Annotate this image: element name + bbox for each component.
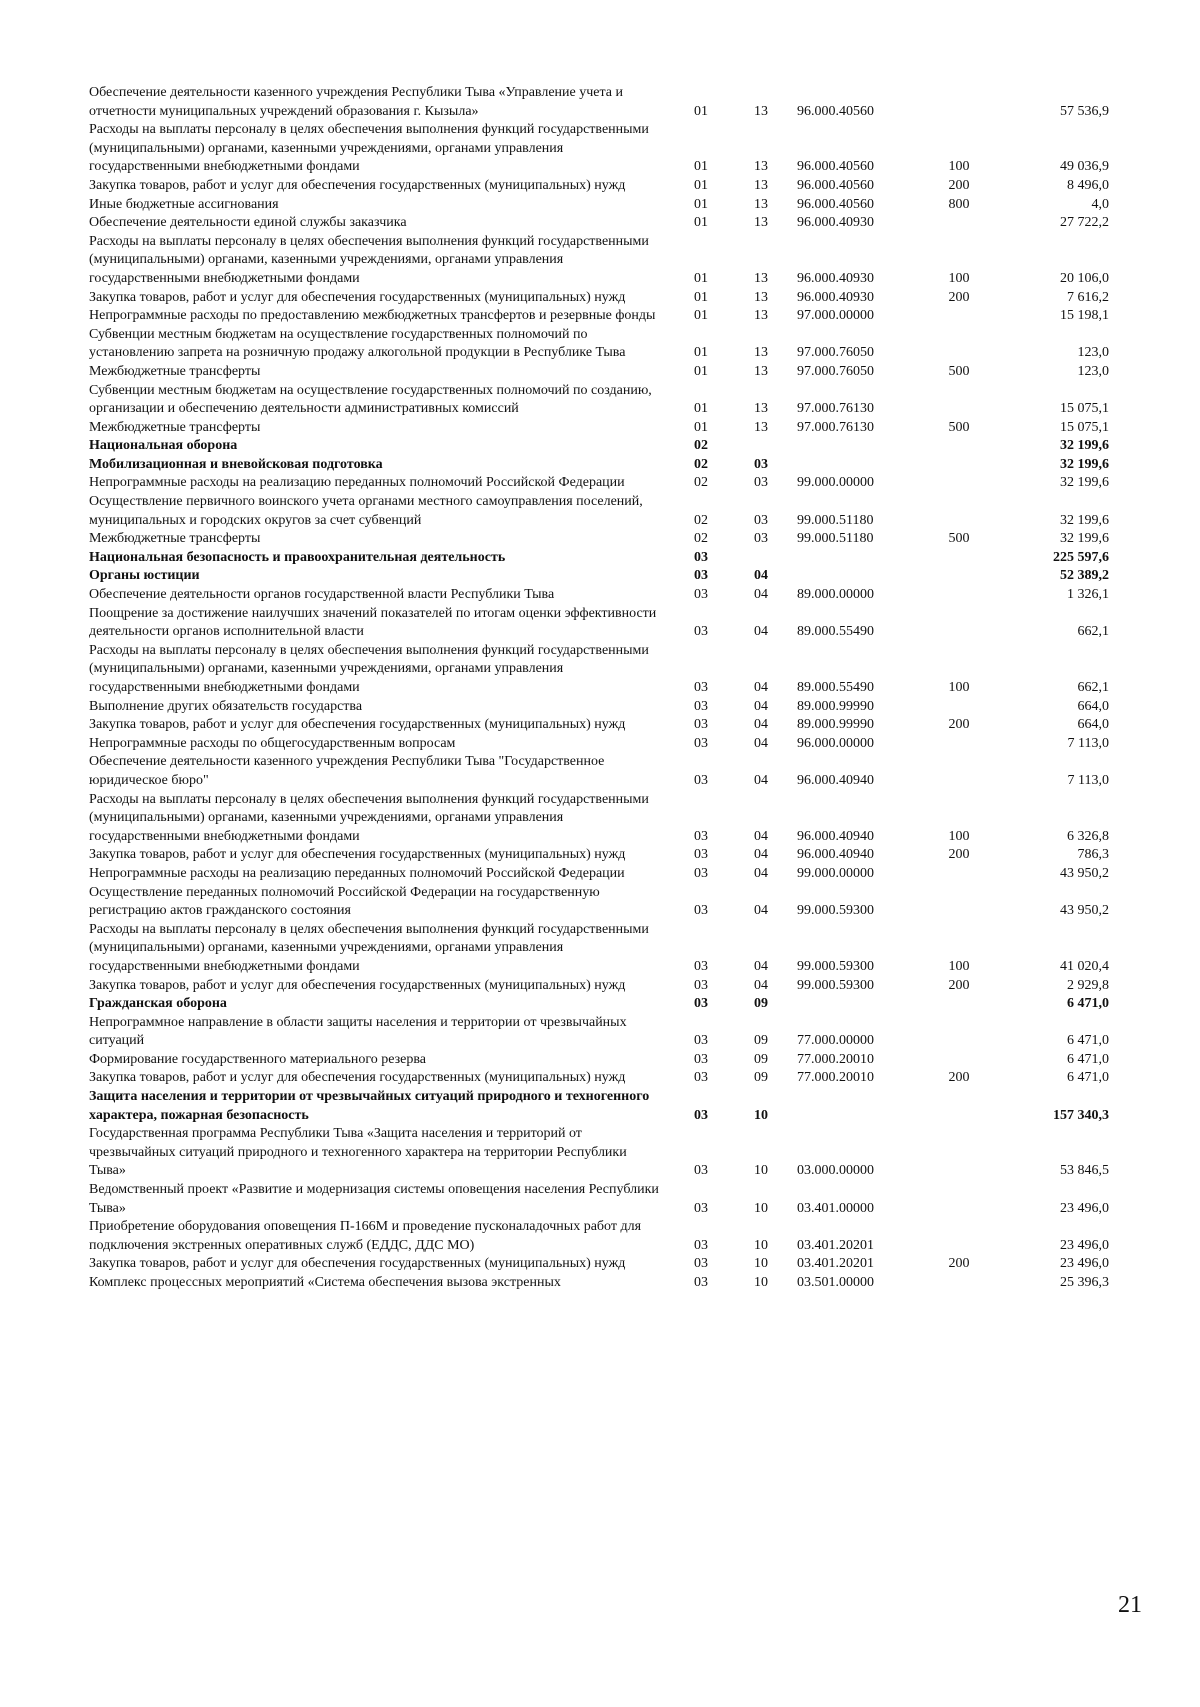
row-subsection-code-cell: 04 [754,828,768,844]
row-target-article-cell: 97.000.76130 [797,419,874,435]
table-row [89,196,1109,215]
row-expense-type-cell [929,1088,989,1125]
table-row [89,530,1109,549]
table-row [89,698,1109,717]
row-subsection-code-cell: 04 [754,903,768,919]
row-expense-type-cell: 200 [948,717,970,733]
row-name-cell: Обеспечение деятельности единой службы заказчика [89,215,407,231]
row-expense-type-cell [929,1181,989,1218]
row-name-cell: Расходы на выплаты персоналу в целях обеспечения выполнения функций государственными (муниципальными) органами, казенными учреждениями, органами управления государственными внебюджетными фондами [89,791,649,844]
row-expense-type-cell: 800 [948,196,970,212]
row-expense-type-cell [929,698,989,717]
row-subsection-code-cell: 10 [754,1200,768,1216]
row-target-article-cell [791,456,929,475]
table-row [89,84,1109,121]
table-row [89,586,1109,605]
row-amount-cell: 32 199,6 [1060,531,1109,547]
row-subsection-code-cell: 13 [754,419,768,435]
row-section-code-cell: 01 [694,363,708,379]
row-amount-cell: 123,0 [1077,363,1109,379]
row-name-cell: Закупка товаров, работ и услуг для обеспечения государственных (муниципальных) нужд [89,289,626,305]
row-name-cell: Национальная безопасность и правоохранительная деятельность [89,549,506,565]
row-subsection-code-cell: 04 [754,568,768,584]
table-row [89,977,1109,996]
row-amount-cell: 1 326,1 [1067,587,1109,603]
row-expense-type-cell: 100 [948,680,970,695]
table-row [89,1088,1109,1125]
row-expense-type-cell [929,995,989,1014]
table-row [89,177,1109,196]
row-amount-cell: 53 846,5 [1060,1163,1109,1179]
table-row [89,456,1109,475]
row-section-code-cell: 03 [694,772,708,788]
row-amount-cell: 664,0 [1077,698,1109,714]
row-section-code-cell: 01 [694,289,708,305]
row-expense-type-cell [929,1051,989,1070]
row-section-code-cell: 03 [694,996,708,1012]
row-target-article-cell: 97.000.00000 [797,308,874,324]
row-name-cell: Расходы на выплаты персоналу в целях обеспечения выполнения функций государственными (муниципальными) органами, казенными учреждениями, органами управления государственными внебюджетными фондами [89,921,649,974]
row-expense-type-cell [929,1125,989,1181]
row-section-code-cell: 01 [694,196,708,212]
table-row [89,493,1109,530]
row-section-code-cell: 01 [694,419,708,435]
table-row [89,605,1109,642]
row-name-cell: Закупка товаров, работ и услуг для обеспечения государственных (муниципальных) нужд [89,847,626,863]
row-expense-type-cell [929,214,989,233]
row-name-cell: Мобилизационная и вневойсковая подготовка [89,456,383,472]
row-amount-cell: 6 471,0 [1067,996,1109,1012]
row-target-article-cell: 96.000.40560 [797,196,874,212]
row-section-code-cell: 03 [694,624,708,640]
row-subsection-code-cell: 13 [754,308,768,324]
row-amount-cell: 32 199,6 [1060,475,1109,491]
row-target-article-cell [791,995,929,1014]
row-subsection-code-cell: 04 [754,698,768,714]
row-amount-cell: 32 199,6 [1060,512,1109,528]
row-name-cell: Государственная программа Республики Тыва «Защита населения и территорий от чрезвычайных ситуаций природного и техногенного характера на территории Республики Тыва» [89,1126,627,1179]
row-amount-cell: 15 075,1 [1060,419,1109,435]
table-row [89,307,1109,326]
row-name-cell: Поощрение за достижение наилучших значений показателей по итогам оценки эффективности деятельности органов исполнительной власти [89,605,657,640]
row-target-article-cell: 96.000.40930 [797,215,874,231]
row-subsection-code-cell: 04 [754,717,768,733]
row-subsection-code-cell: 04 [754,977,768,993]
row-section-code-cell: 03 [694,903,708,919]
row-name-cell: Непрограммные расходы на реализацию переданных полномочий Российской Федерации [89,865,625,881]
row-section-code-cell: 01 [694,103,708,119]
table-row [89,233,1109,289]
row-target-article-cell: 97.000.76050 [797,345,874,361]
row-amount-cell: 225 597,6 [1053,549,1109,565]
table-row [89,1255,1109,1274]
table-row [89,1218,1109,1255]
row-subsection-code-cell: 13 [754,159,768,175]
row-subsection-code-cell: 09 [754,1051,768,1067]
row-target-article-cell [791,567,929,586]
row-subsection-code-cell: 03 [754,531,768,547]
row-expense-type-cell [929,382,989,419]
row-section-code-cell: 03 [694,587,708,603]
row-subsection-code-cell [731,549,791,568]
row-amount-cell: 57 536,9 [1060,103,1109,119]
row-target-article-cell: 96.000.40940 [797,772,874,788]
row-target-article-cell: 99.000.00000 [797,475,874,491]
row-expense-type-cell [929,586,989,605]
row-subsection-code-cell: 10 [754,1275,768,1290]
row-expense-type-cell: 200 [948,977,970,993]
row-name-cell: Межбюджетные трансферты [89,531,261,547]
row-target-article-cell: 96.000.40940 [797,847,874,863]
row-amount-cell: 6 471,0 [1067,1051,1109,1067]
row-name-cell: Закупка товаров, работ и услуг для обеспечения государственных (муниципальных) нужд [89,177,626,193]
row-expense-type-cell: 500 [948,531,970,547]
row-expense-type-cell: 500 [948,419,970,435]
row-expense-type-cell: 200 [948,177,970,193]
row-target-article-cell: 97.000.76130 [797,401,874,417]
row-expense-type-cell [929,307,989,326]
row-target-article-cell: 96.000.00000 [797,735,874,751]
row-expense-type-cell [929,865,989,884]
row-section-code-cell: 03 [694,958,708,974]
row-section-code-cell: 03 [694,717,708,733]
row-section-code-cell: 01 [694,177,708,193]
row-subsection-code-cell: 13 [754,401,768,417]
row-target-article-cell: 89.000.99990 [797,698,874,714]
row-amount-cell: 52 389,2 [1060,568,1109,584]
row-amount-cell: 786,3 [1077,847,1109,863]
table-row [89,289,1109,308]
row-target-article-cell [791,437,929,456]
row-subsection-code-cell: 10 [754,1237,768,1253]
row-section-code-cell: 03 [694,1275,708,1290]
table-row [89,865,1109,884]
row-amount-cell: 23 496,0 [1060,1200,1109,1216]
row-amount-cell: 123,0 [1077,345,1109,361]
table-row [89,437,1109,456]
row-subsection-code-cell: 10 [754,1107,768,1123]
budget-table [89,84,1109,1293]
row-expense-type-cell [929,753,989,790]
row-amount-cell: 32 199,6 [1060,456,1109,472]
row-name-cell: Обеспечение деятельности казенного учреждения Республики Тыва "Государственное юридическое бюро" [89,754,605,788]
row-amount-cell: 20 106,0 [1060,270,1109,286]
row-amount-cell: 4,0 [1091,196,1109,212]
row-name-cell: Выполнение других обязательств государства [89,698,363,714]
row-subsection-code-cell: 03 [754,475,768,491]
row-expense-type-cell: 200 [948,289,970,305]
row-amount-cell: 15 075,1 [1060,401,1109,417]
row-amount-cell: 41 020,4 [1060,958,1109,974]
row-amount-cell: 23 496,0 [1060,1256,1109,1272]
row-section-code-cell: 03 [694,1107,708,1123]
row-name-cell: Непрограммные расходы по общегосударственным вопросам [89,735,456,751]
row-name-cell: Осуществление первичного воинского учета органами местного самоуправления поселений, муниципальных и городских округов за счет субвенций [89,494,643,528]
row-section-code-cell: 02 [694,531,708,547]
table-row [89,1014,1109,1051]
row-name-cell: Закупка товаров, работ и услуг для обеспечения государственных (муниципальных) нужд [89,717,626,733]
row-amount-cell: 6 471,0 [1067,1070,1109,1086]
row-expense-type-cell [929,1274,989,1293]
row-name-cell: Осуществление переданных полномочий Российской Федерации на государственную регистрацию актов гражданского состояния [89,884,600,919]
row-section-code-cell: 03 [694,847,708,863]
row-subsection-code-cell: 04 [754,865,768,881]
row-section-code-cell: 03 [694,549,708,565]
row-name-cell: Обеспечение деятельности органов государственной власти Республики Тыва [89,587,555,603]
row-amount-cell: 6 471,0 [1067,1033,1109,1049]
row-subsection-code-cell: 03 [754,456,768,472]
row-subsection-code-cell [731,437,791,456]
row-amount-cell: 32 199,6 [1060,438,1109,454]
row-expense-type-cell [929,84,989,121]
row-subsection-code-cell: 09 [754,1033,768,1049]
row-target-article-cell: 96.000.40930 [797,270,874,286]
table-row [89,326,1109,363]
row-section-code-cell: 01 [694,401,708,417]
row-section-code-cell: 03 [694,735,708,751]
row-section-code-cell: 03 [694,1256,708,1272]
table-row [89,474,1109,493]
row-target-article-cell: 99.000.51180 [797,531,874,547]
row-section-code-cell: 03 [694,1200,708,1216]
row-section-code-cell: 02 [694,456,708,472]
row-target-article-cell: 77.000.20010 [797,1070,874,1086]
table-row [89,921,1109,977]
row-section-code-cell: 01 [694,308,708,324]
table-row [89,382,1109,419]
row-subsection-code-cell: 13 [754,103,768,119]
row-expense-type-cell: 100 [948,958,970,974]
row-amount-cell: 7 616,2 [1067,289,1109,305]
row-amount-cell: 662,1 [1077,680,1109,695]
row-section-code-cell: 03 [694,865,708,881]
table-row [89,884,1109,921]
row-target-article-cell: 89.000.00000 [797,587,874,603]
row-name-cell: Органы юстиции [89,568,200,584]
row-name-cell: Приобретение оборудования оповещения П-166М и проведение пусконаладочных работ для подключения экстренных оперативных служб (ЕДДС, ДДС МО) [89,1219,642,1253]
row-target-article-cell: 96.000.40930 [797,289,874,305]
row-expense-type-cell [929,735,989,754]
table-row [89,567,1109,586]
row-section-code-cell: 01 [694,345,708,361]
table-row [89,363,1109,382]
row-target-article-cell: 96.000.40560 [797,159,874,175]
row-section-code-cell: 01 [694,215,708,231]
row-amount-cell: 662,1 [1077,624,1109,640]
row-expense-type-cell [929,456,989,475]
row-target-article-cell: 99.000.59300 [797,958,874,974]
row-expense-type-cell: 100 [948,828,970,844]
row-section-code-cell: 03 [694,977,708,993]
table-row [89,753,1109,790]
row-amount-cell: 6 326,8 [1067,828,1109,844]
row-target-article-cell: 89.000.55490 [797,624,874,640]
row-name-cell: Национальная оборона [89,438,238,454]
row-name-cell: Межбюджетные трансферты [89,363,261,379]
row-section-code-cell: 03 [694,1033,708,1049]
row-target-article-cell: 03.000.00000 [797,1163,874,1179]
row-expense-type-cell [929,1014,989,1051]
table-row [89,1274,1109,1293]
row-target-article-cell: 77.000.00000 [797,1033,874,1049]
row-expense-type-cell [929,474,989,493]
row-section-code-cell: 03 [694,1237,708,1253]
table-row [89,716,1109,735]
row-expense-type-cell [929,326,989,363]
row-subsection-code-cell: 04 [754,735,768,751]
table-row [89,791,1109,847]
row-section-code-cell: 03 [694,1070,708,1086]
row-target-article-cell: 03.401.20201 [797,1256,874,1272]
row-amount-cell: 7 113,0 [1067,772,1109,788]
row-section-code-cell: 02 [694,512,708,528]
row-amount-cell: 43 950,2 [1060,903,1109,919]
row-name-cell: Расходы на выплаты персоналу в целях обеспечения выполнения функций государственными (муниципальными) органами, казенными учреждениями, органами управления государственными внебюджетными фондами [89,233,649,286]
row-name-cell: Иные бюджетные ассигнования [89,196,279,212]
table-row [89,549,1109,568]
row-section-code-cell: 01 [694,270,708,286]
row-subsection-code-cell: 04 [754,847,768,863]
row-expense-type-cell: 200 [948,1070,970,1086]
row-expense-type-cell [929,437,989,456]
row-name-cell: Комплекс процессных мероприятий «Система обеспечения вызова экстренных [89,1275,561,1290]
budget-table-body [89,84,1109,1293]
row-amount-cell: 49 036,9 [1060,159,1109,175]
row-section-code-cell: 03 [694,1051,708,1067]
row-name-cell: Субвенции местным бюджетам на осуществление государственных полномочий по установлению запрета на розничную продажу алкогольной продукции в Республике Тыва [89,326,626,361]
row-section-code-cell: 02 [694,475,708,491]
row-target-article-cell: 99.000.51180 [797,512,874,528]
row-target-article-cell: 77.000.20010 [797,1051,874,1067]
row-subsection-code-cell: 09 [754,996,768,1012]
row-amount-cell: 664,0 [1077,717,1109,733]
row-expense-type-cell: 100 [948,270,970,286]
row-section-code-cell: 03 [694,828,708,844]
row-expense-type-cell: 100 [948,159,970,175]
row-expense-type-cell [929,884,989,921]
row-target-article-cell: 03.401.20201 [797,1237,874,1253]
row-section-code-cell: 03 [694,698,708,714]
row-expense-type-cell [929,549,989,568]
row-section-code-cell: 03 [694,1163,708,1179]
row-amount-cell: 7 113,0 [1067,735,1109,751]
row-section-code-cell: 01 [694,159,708,175]
row-subsection-code-cell: 10 [754,1256,768,1272]
row-amount-cell: 8 496,0 [1067,177,1109,193]
row-amount-cell: 27 722,2 [1060,215,1109,231]
table-row [89,1181,1109,1218]
row-subsection-code-cell: 13 [754,345,768,361]
row-target-article-cell: 99.000.59300 [797,903,874,919]
table-row [89,1069,1109,1088]
page-number: 21 [1118,1592,1142,1618]
row-target-article-cell: 96.000.40560 [797,177,874,193]
row-subsection-code-cell: 13 [754,177,768,193]
row-target-article-cell: 97.000.76050 [797,363,874,379]
row-amount-cell: 2 929,8 [1067,977,1109,993]
row-target-article-cell: 03.501.00000 [797,1275,874,1290]
row-target-article-cell: 96.000.40560 [797,103,874,119]
row-subsection-code-cell: 04 [754,587,768,603]
row-expense-type-cell: 500 [948,363,970,379]
row-name-cell: Формирование государственного материального резерва [89,1051,427,1067]
row-target-article-cell: 89.000.99990 [797,717,874,733]
row-subsection-code-cell: 04 [754,680,768,695]
table-row [89,846,1109,865]
table-row [89,121,1109,177]
row-subsection-code-cell: 13 [754,363,768,379]
row-section-code-cell: 02 [694,438,708,454]
row-amount-cell: 15 198,1 [1060,308,1109,324]
table-row [89,1051,1109,1070]
row-subsection-code-cell: 13 [754,270,768,286]
row-expense-type-cell [929,605,989,642]
row-amount-cell: 157 340,3 [1053,1107,1109,1123]
row-subsection-code-cell: 10 [754,1163,768,1179]
row-subsection-code-cell: 09 [754,1070,768,1086]
row-name-cell: Непрограммное направление в области защиты населения и территории от чрезвычайных ситуаций [89,1014,627,1049]
row-expense-type-cell: 200 [948,1256,970,1272]
row-target-article-cell: 89.000.55490 [797,680,874,695]
row-target-article-cell: 99.000.59300 [797,977,874,993]
row-name-cell: Обеспечение деятельности казенного учреждения Республики Тыва «Управление учета и отчетности муниципальных учреждений образования г. Кызыла» [89,85,623,119]
row-subsection-code-cell: 13 [754,215,768,231]
row-amount-cell: 43 950,2 [1060,865,1109,881]
row-expense-type-cell [929,567,989,586]
row-subsection-code-cell: 04 [754,772,768,788]
row-amount-cell: 23 496,0 [1060,1237,1109,1253]
row-subsection-code-cell: 13 [754,289,768,305]
row-target-article-cell: 99.000.00000 [797,865,874,881]
row-expense-type-cell: 200 [948,847,970,863]
row-expense-type-cell [929,493,989,530]
row-subsection-code-cell: 13 [754,196,768,212]
row-name-cell: Защита населения и территории от чрезвычайных ситуаций природного и техногенного характера, пожарная безопасность [89,1089,650,1123]
row-expense-type-cell [929,1218,989,1255]
row-target-article-cell: 03.401.00000 [797,1200,874,1216]
row-name-cell: Непрограммные расходы по предоставлению межбюджетных трансфертов и резервные фонды [89,308,656,324]
row-name-cell: Непрограммные расходы на реализацию переданных полномочий Российской Федерации [89,475,625,491]
table-row [89,995,1109,1014]
row-subsection-code-cell: 04 [754,624,768,640]
table-row [89,1125,1109,1181]
row-target-article-cell [791,1088,929,1125]
row-name-cell: Субвенции местным бюджетам на осуществление государственных полномочий по созданию, организации и обеспечению деятельности административных комиссий [89,382,652,417]
row-subsection-code-cell: 04 [754,958,768,974]
row-name-cell: Закупка товаров, работ и услуг для обеспечения государственных (муниципальных) нужд [89,1070,626,1086]
row-section-code-cell: 03 [694,680,708,695]
table-row [89,419,1109,438]
row-section-code-cell: 03 [694,568,708,584]
row-amount-cell: 25 396,3 [1060,1275,1109,1290]
row-name-cell: Межбюджетные трансферты [89,419,261,435]
row-name-cell: Расходы на выплаты персоналу в целях обеспечения выполнения функций государственными (муниципальными) органами, казенными учреждениями, органами управления государственными внебюджетными фондами [89,122,649,175]
row-subsection-code-cell: 03 [754,512,768,528]
row-target-article-cell: 96.000.40940 [797,828,874,844]
table-row [89,735,1109,754]
row-target-article-cell [791,549,929,568]
row-name-cell: Ведомственный проект «Развитие и модернизация системы оповещения населения Республики Тыва» [89,1182,659,1216]
row-name-cell: Закупка товаров, работ и услуг для обеспечения государственных (муниципальных) нужд [89,977,626,993]
table-row [89,642,1109,698]
row-name-cell: Гражданская оборона [89,996,227,1012]
table-row [89,214,1109,233]
row-name-cell: Расходы на выплаты персоналу в целях обеспечения выполнения функций государственными (муниципальными) органами, казенными учреждениями, органами управления государственными внебюджетными фондами [89,642,649,695]
row-name-cell: Закупка товаров, работ и услуг для обеспечения государственных (муниципальных) нужд [89,1256,626,1272]
